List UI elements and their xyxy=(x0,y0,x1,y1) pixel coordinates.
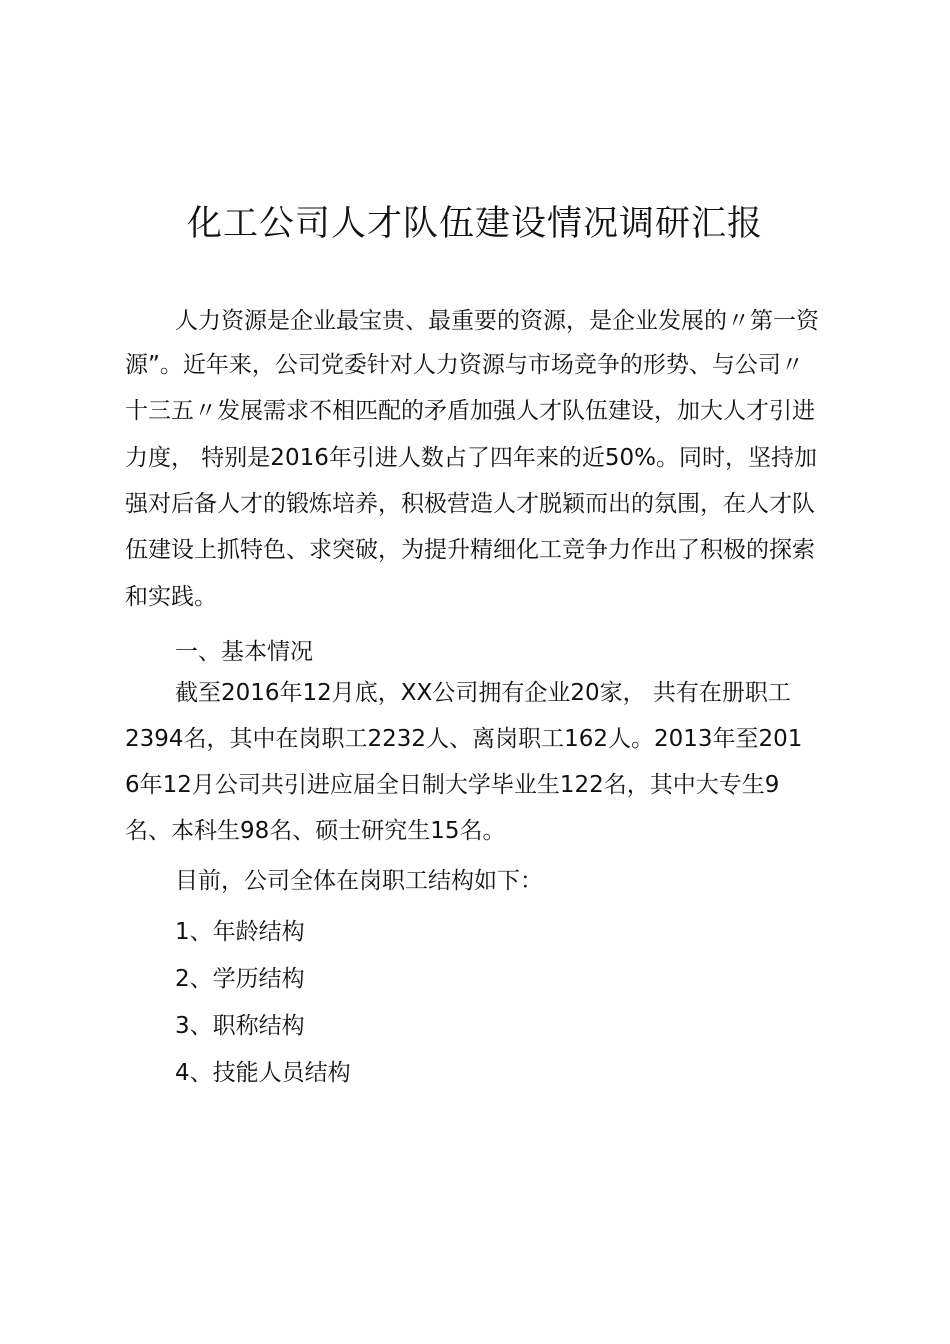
paragraph-line: 2394名，其中在岗职工2232人、离岗职工162人。2013年至201 xyxy=(125,726,803,752)
paragraph-line: 十三五〃发展需求不相匹配的矛盾加强人才队伍建设，加大人才引进 xyxy=(125,398,815,424)
document-title: 化工公司人才队伍建设情况调研汇报 xyxy=(186,204,763,244)
paragraph-line: 伍建设上抓特色、求突破，为提升精细化工竞争力作出了积极的探索 xyxy=(125,537,815,563)
list-item: 2、学历结构 xyxy=(175,966,305,992)
paragraph-line: 名、本科生98名、硕士研究生15名。 xyxy=(125,818,506,844)
paragraph-line: 人力资源是企业最宝贵、最重要的资源，是企业发展的〃第一资 xyxy=(175,308,819,334)
paragraph-line: 和实践。 xyxy=(125,584,217,610)
list-item: 3、职称结构 xyxy=(175,1013,305,1039)
paragraph-line: 6年12月公司共引进应届全日制大学毕业生122名，其中大专生9 xyxy=(125,772,780,798)
paragraph-line: 源”。近年来，公司党委针对人力资源与市场竞争的形势、与公司〃 xyxy=(125,352,804,378)
paragraph-line: 力度， 特别是2016年引进人数占了四年来的近50%。同时，坚持加 xyxy=(125,445,817,471)
section-heading: 一、基本情况 xyxy=(175,639,313,665)
list-item: 1、年龄结构 xyxy=(175,919,305,945)
list-item: 4、技能人员结构 xyxy=(175,1060,351,1086)
paragraph-line: 截至2016年12月底，XX公司拥有企业20家， 共有在册职工 xyxy=(175,680,791,706)
paragraph-line: 强对后备人才的锻炼培养，积极营造人才脱颖而出的氛围，在人才队 xyxy=(125,491,815,517)
structure-intro: 目前，公司全体在岗职工结构如下： xyxy=(175,868,543,894)
